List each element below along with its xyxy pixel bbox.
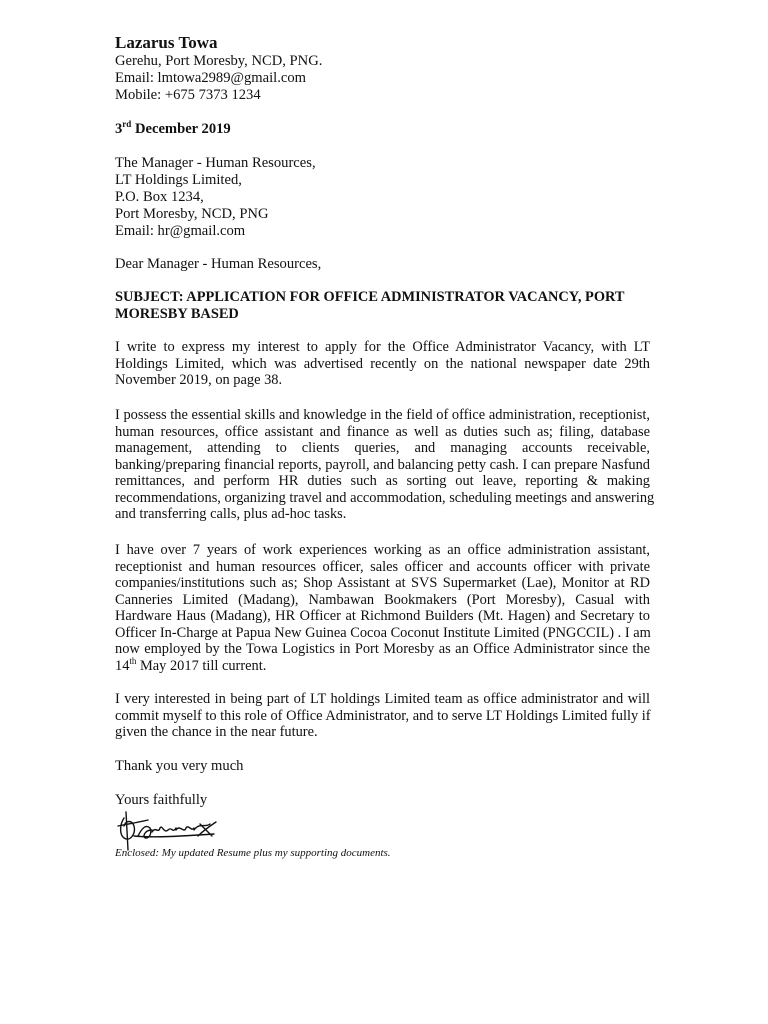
date-rest: December 2019 <box>131 121 231 137</box>
paragraph-line: Holdings Limited, which was advertised recently on the national newspaper date 29th <box>115 355 650 372</box>
paragraph-line: Hardware Haus (Madang), HR Officer at Richmond Builders (Mt. Hagen) and Secretary to <box>115 608 650 624</box>
paragraph-line: remittances, and perform HR duties such as sorting out leave, reporting & making <box>115 473 650 489</box>
sender-name: Lazarus Towa <box>115 33 218 52</box>
salutation: Dear Manager - Human Resources, <box>115 256 322 272</box>
paragraph-line <box>115 655 650 675</box>
subject-line: SUBJECT: APPLICATION FOR OFFICE ADMINISTRATOR VACANCY, PORT MORESBY BASED <box>115 289 625 322</box>
recipient-email: Email: hr@gmail.com <box>115 223 246 239</box>
recipient-city: Port Moresby, NCD, PNG <box>115 206 269 222</box>
paragraph-line: I have over 7 years of work experiences working as an office administration assistant, <box>115 542 650 558</box>
paragraph-line: I possess the essential skills and knowledge in the field of office administration, receptionist, <box>115 407 650 423</box>
start-day-suffix: th <box>129 655 137 666</box>
date-day: 3 <box>115 121 123 137</box>
enclosed-note: Enclosed: My updated Resume plus my supporting documents. <box>115 847 391 859</box>
paragraph-line: human resources, office assistant and finance as well as duties such as; filing, database <box>115 423 650 440</box>
paragraph-line: Officer In-Charge at Papua New Guinea Cocoa Coconut Institute Limited (PNGCCIL) . I am <box>115 624 651 641</box>
paragraph-4 <box>115 691 650 741</box>
paragraph-2 <box>115 407 655 523</box>
paragraph-line: management, attending to clients queries, and managing accounts receivable, <box>115 440 650 456</box>
date-suffix: rd <box>122 119 132 130</box>
letter-date <box>115 121 231 138</box>
paragraph-line: I write to express my interest to apply for the Office Administrator Vacancy, with LT <box>115 339 650 355</box>
paragraph-line: companies/institutions such as; Shop Assistant at SVS Supermarket (Lae), Monitor at RD <box>115 575 650 591</box>
recipient-po-box: P.O. Box 1234, <box>115 189 204 205</box>
paragraph-line: receptionist and human resources officer, sales officer and accounts officer with private <box>115 558 650 575</box>
start-rest: May 2017 till current. <box>136 657 267 674</box>
paragraph-line: Canneries Limited (Madang), Nambawan Bookmakers (Port Moresby), Casual with <box>115 591 650 608</box>
thanks-line: Thank you very much <box>115 758 244 774</box>
paragraph-line: recommendations, organizing travel and accommodation, scheduling meetings and answering <box>115 489 655 506</box>
paragraph-3 <box>115 542 650 674</box>
paragraph-line: now employed by the Towa Logistics in Port Moresby as an Office Administrator since the <box>115 641 650 657</box>
sender-address: Gerehu, Port Moresby, NCD, PNG. <box>115 53 323 69</box>
recipient-company: LT Holdings Limited, <box>115 172 242 188</box>
recipient-title: The Manager - Human Resources, <box>115 155 316 171</box>
paragraph-line: and transferring calls, plus ad-hoc tasks. <box>115 506 347 522</box>
paragraph-line: I very interested in being part of LT holdings Limited team as office administrator and will <box>115 691 650 707</box>
start-day: 14 <box>115 657 130 674</box>
paragraph-line: November 2019, on page 38. <box>115 372 283 388</box>
paragraph-line: commit myself to this role of Office Administrator, and to serve LT Holdings Limited fully if <box>115 707 651 724</box>
paragraph-line: banking/preparing financial reports, payroll, and balancing petty cash. I can prepare Nasfund <box>115 456 650 473</box>
sender-email: Email: lmtowa2989@gmail.com <box>115 70 306 86</box>
signoff-line: Yours faithfully <box>115 792 208 808</box>
paragraph-line: given the chance in the near future. <box>115 724 318 740</box>
paragraph-1 <box>115 339 650 389</box>
sender-mobile: Mobile: +675 7373 1234 <box>115 87 261 103</box>
